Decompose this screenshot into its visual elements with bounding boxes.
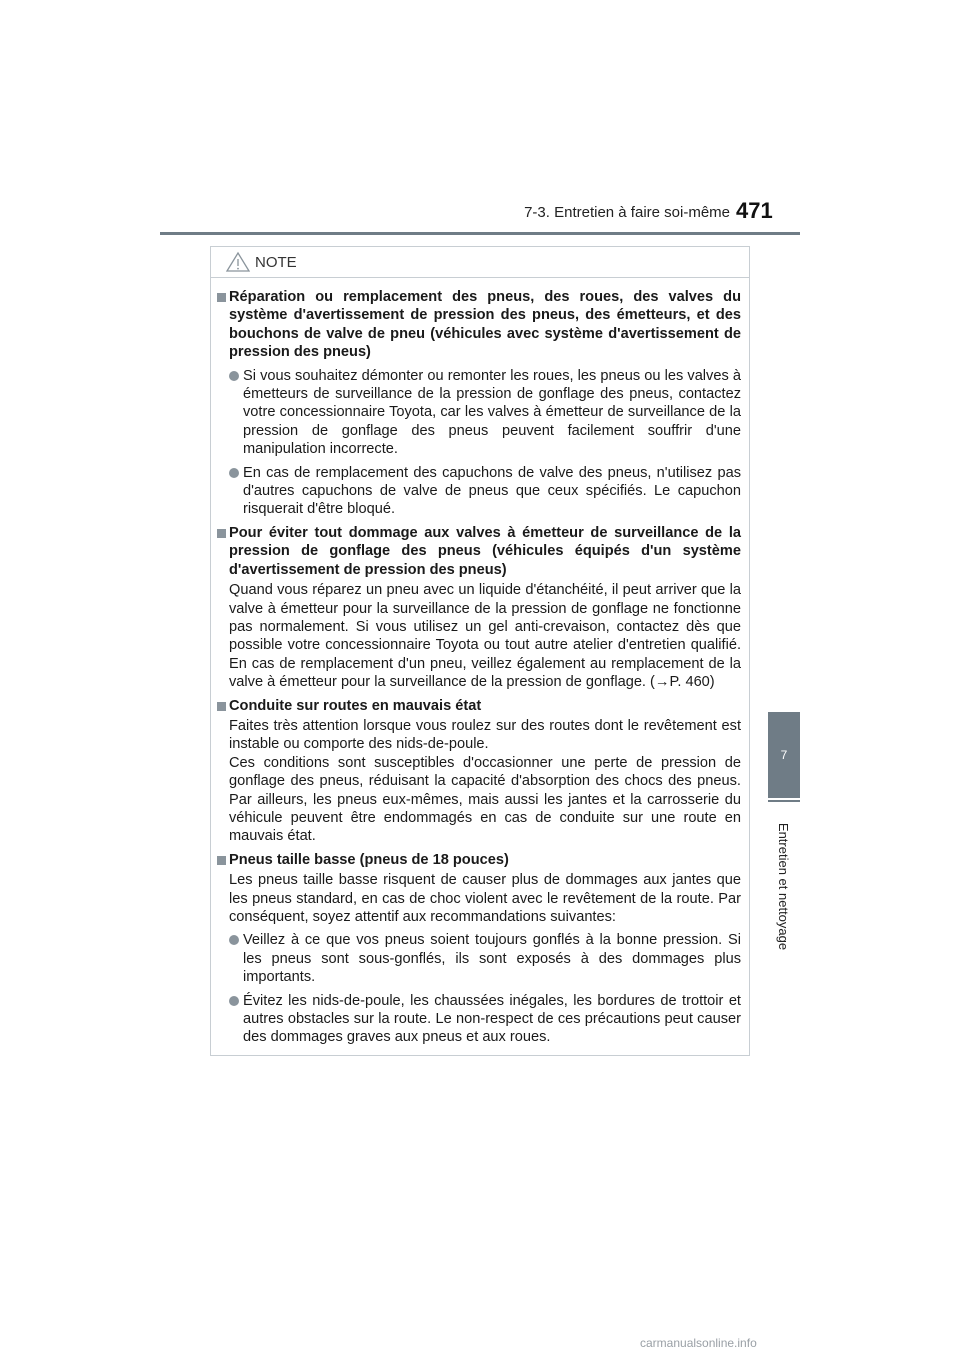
list-item: Si vous souhaitez démonter ou remonter les roues, les pneus ou les valves à émetteurs de surveillance de la pression de gonflage des pneus, contactez votre concessionnaire Toyota, car les valves à émetteur de surveillance de la pression de gonflage des pneus peuvent facilement souffrir d'une manipulation incorrecte.	[217, 367, 741, 459]
warning-triangle-icon	[225, 251, 251, 273]
section-paragraph: Les pneus taille basse risquent de causer plus de dommages aux jantes que les pneus standard, en cas de choc violent avec le revêtement de la route. Par conséquent, soyez attentif aux recommandations suivantes:	[229, 872, 741, 925]
watermark: carmanualsonline.info	[640, 1336, 757, 1350]
list-item: En cas de remplacement des capuchons de valve des pneus, n'utilisez pas d'autres capuchons de valve de pneus que ceux spécifiés. Le capuchon risquerait d'être bloqué.	[217, 464, 741, 519]
square-bullet-icon	[217, 697, 229, 706]
list-item: Veillez à ce que vos pneus soient toujours gonflés à la bonne pression. Si les pneus sont sous-gonflés, ils sont exposés à des dommages plus importants.	[217, 931, 741, 986]
circle-bullet-icon	[229, 992, 243, 1047]
chapter-tab	[768, 712, 800, 798]
note-section	[217, 524, 741, 692]
section-heading: Pneus taille basse (pneus de 18 pouces)	[217, 851, 741, 869]
note-section	[217, 288, 741, 519]
section-title: 7-3. Entretien à faire soi-même	[524, 204, 730, 221]
square-bullet-icon	[217, 288, 229, 297]
note-body	[211, 278, 749, 1047]
square-bullet-icon	[217, 524, 229, 533]
note-header	[211, 247, 749, 278]
section-paragraph: Ces conditions sont susceptibles d'occasionner une perte de pression de gonflage des pneus, réduisant la capacité d'absorption des chocs des pneus. Par ailleurs, les pneus eux-mêmes, mais aussi les jantes et la carrosserie du véhicule peuvent être endommagés en cas de conduite sur une route en mauvais état.	[229, 754, 741, 845]
chapter-number: 7	[780, 748, 788, 762]
section-heading: Pour éviter tout dommage aux valves à émetteur de surveillance de la pression de gonflage des pneus (véhicules équipés d'un système d'avertissement de pression des pneus)	[217, 524, 741, 579]
square-bullet-icon	[217, 851, 229, 860]
chapter-label: Entretien et nettoyage	[776, 822, 792, 950]
section-heading: Conduite sur routes en mauvais état	[217, 697, 741, 715]
circle-bullet-icon	[229, 931, 243, 986]
circle-bullet-icon	[229, 464, 243, 519]
section-paragraph: Quand vous réparez un pneu avec un liquide d'étanchéité, il peut arriver que la valve à émetteur pour la surveillance de la pression de gonflage ne fonctionne pas normalement. Si vous utilisez un gel anti-crevaison, contactez dès que possible votre concessionnaire Toyota ou tout autre atelier d'entretien qualifié. En cas de remplacement d'un pneu, veillez également au remplacement de la valve à émetteur pour la surveillance de la pression de gonflage. (→P. 460)	[229, 582, 741, 691]
section-paragraph: Faites très attention lorsque vous roulez sur des routes dont le revêtement est instable ou comporte des nids-de-poule.	[229, 717, 741, 753]
circle-bullet-icon	[229, 367, 243, 459]
list-item: Évitez les nids-de-poule, les chaussées inégales, les bordures de trottoir et autres obstacles sur la route. Le non-respect de ces précautions peut causer des dommages graves aux pneus et aux roues.	[217, 992, 741, 1047]
section-heading: Réparation ou remplacement des pneus, des roues, des valves du système d'avertissement de pression des pneus, des émetteurs, et des bouchons de valve de pneu (véhicules avec système d'avertissement de pression des pneus)	[217, 288, 741, 362]
side-divider	[768, 800, 800, 802]
chapter-label-box	[768, 806, 800, 966]
note-label: NOTE	[255, 253, 297, 271]
note-section	[217, 851, 741, 1047]
header-divider	[160, 232, 800, 235]
note-box	[210, 246, 750, 1056]
note-section	[217, 697, 741, 846]
page-number: 471	[736, 198, 773, 223]
